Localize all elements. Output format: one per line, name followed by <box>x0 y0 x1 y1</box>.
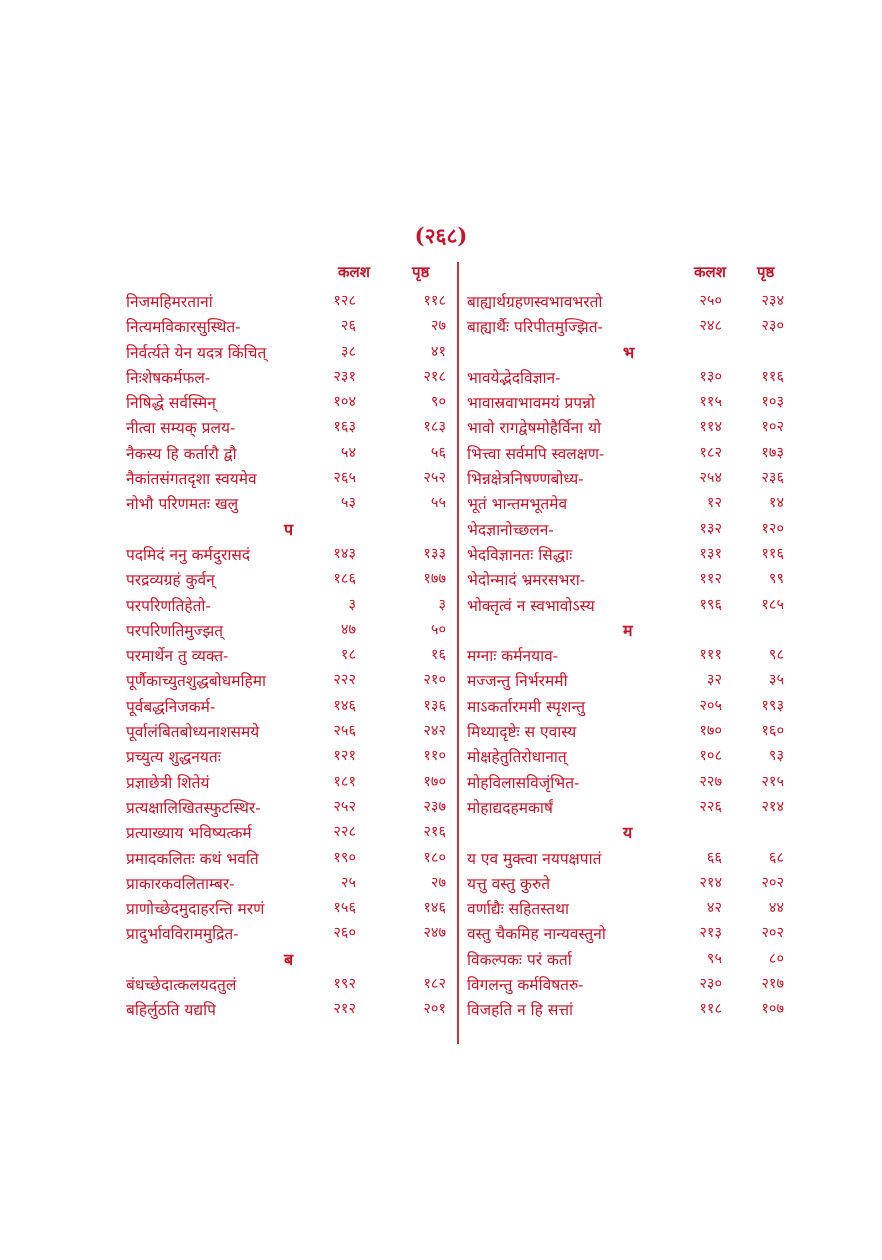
entry-page: ९० <box>430 394 446 411</box>
entry-kalash: ४२ <box>706 900 722 917</box>
entry-kalash: २१३ <box>699 925 722 942</box>
entry-verse: निर्वर्त्यते येन यदत्र किंचित् <box>126 343 267 362</box>
index-column-left <box>126 262 466 1022</box>
entry-kalash: १०४ <box>333 394 356 411</box>
entry-verse: नोभौ परिणमतः खलु <box>126 495 239 514</box>
entry-verse: प्रत्यक्षालिखितस्फुटस्थिर- <box>126 798 261 817</box>
entry-kalash: १८६ <box>333 571 356 588</box>
entry-kalash: २२२ <box>333 672 356 689</box>
index-entry <box>467 743 787 768</box>
index-entry <box>126 667 466 692</box>
index-entry <box>467 541 787 566</box>
entry-verse: निःशेषकर्मफल- <box>126 368 211 387</box>
entry-kalash: २२६ <box>699 798 722 815</box>
entry-page: ११० <box>423 748 446 765</box>
entry-page: १३३ <box>423 545 446 562</box>
entry-verse: भिन्नक्षेत्रनिषण्णबोध्य- <box>467 470 584 489</box>
entry-verse: भेदविज्ञानतः सिद्धाः <box>467 545 573 564</box>
entry-verse: मिथ्यादृष्टेः स एवास्य <box>467 723 577 742</box>
entry-page: ११६ <box>761 368 784 385</box>
entry-kalash: २३१ <box>333 368 356 385</box>
entry-kalash: ५३ <box>340 495 356 512</box>
index-entry <box>467 794 787 819</box>
entry-verse: बंधच्छेदात्कलयदतुलं <box>126 976 237 995</box>
entry-verse: पूर्णैकाच्युतशुद्धबोधमहिमा <box>126 672 267 691</box>
index-entry <box>467 389 787 414</box>
index-entry <box>126 414 466 439</box>
entry-kalash: ११२ <box>699 571 722 588</box>
entry-kalash: २०५ <box>699 697 722 714</box>
entry-verse: परमार्थेन तु व्यक्त- <box>126 647 229 666</box>
entry-page: १७० <box>423 773 446 790</box>
entry-kalash: १८ <box>340 647 356 664</box>
index-entry <box>467 288 787 313</box>
entry-page: १०३ <box>761 394 784 411</box>
entry-kalash: २४८ <box>699 318 722 335</box>
index-entry <box>467 440 787 465</box>
entry-verse: बहिर्लुठति यद्यपि <box>126 1001 216 1020</box>
entry-verse: विगलन्तु कर्मविषतरु- <box>467 976 584 995</box>
kalash-header: कलश <box>338 263 370 281</box>
entry-page: २१५ <box>761 773 784 790</box>
entry-verse: मज्जन्तु निर्भरममी <box>467 672 568 691</box>
entry-kalash: ११८ <box>699 1001 722 1018</box>
section-letter-text: प <box>284 519 294 539</box>
entry-verse: परपरिणतिहेतो- <box>126 596 211 615</box>
entry-verse: प्रत्याख्याय भविष्यत्कर्म <box>126 824 252 843</box>
entry-page: १४६ <box>423 900 446 917</box>
entry-page: १८२ <box>423 976 446 993</box>
entry-kalash: १२ <box>706 495 722 512</box>
index-entry <box>126 870 466 895</box>
index-entry <box>126 895 466 920</box>
entry-page: २३६ <box>761 470 784 487</box>
entry-verse: विकल्पकः परं कर्ता <box>467 950 572 969</box>
entry-page: २३४ <box>761 293 784 309</box>
entry-verse: निषिद्धे सर्वस्मिन् <box>126 394 216 413</box>
index-entry <box>467 845 787 870</box>
index-entry <box>467 769 787 794</box>
entry-page: २१४ <box>761 798 784 815</box>
entry-page: ५५ <box>430 495 446 512</box>
entry-kalash: १९६ <box>699 596 722 613</box>
entry-kalash: २६ <box>340 318 356 335</box>
index-entry <box>126 440 466 465</box>
index-entry <box>126 288 466 313</box>
entry-page: १०७ <box>761 1001 784 1018</box>
entry-verse: भेदोन्मादं भ्रमरसभरा- <box>467 571 585 590</box>
entry-page: ५० <box>430 621 446 638</box>
entry-page: १७३ <box>761 444 784 461</box>
index-entry <box>126 490 466 515</box>
entry-page: ४१ <box>430 343 446 360</box>
section-letter-text: ब <box>284 949 294 969</box>
index-entry <box>467 313 787 338</box>
entry-page: २७ <box>430 874 446 891</box>
index-entry <box>126 566 466 591</box>
index-entry <box>467 465 787 490</box>
entry-kalash: ३ <box>348 596 356 613</box>
entry-verse: मोहाद्यदहमकार्षं <box>467 798 553 817</box>
entry-page: २३० <box>761 318 784 335</box>
entry-page: १३६ <box>423 697 446 714</box>
entry-verse: पदमिदं ननु कर्मदुरासदं <box>126 545 251 564</box>
entry-kalash: २२७ <box>699 773 722 790</box>
index-entry <box>126 794 466 819</box>
section-letter <box>467 339 787 364</box>
entry-page: १६० <box>761 723 784 740</box>
section-letter-text: भ <box>623 342 635 362</box>
section-letter <box>126 516 466 541</box>
entry-verse: भेदज्ञानोच्छलन- <box>467 520 554 539</box>
entry-kalash: १२१ <box>333 748 356 765</box>
entry-kalash: २३० <box>699 976 722 993</box>
entry-kalash: १०८ <box>699 748 722 765</box>
entry-page: १८० <box>423 849 446 866</box>
entry-kalash: २१२ <box>333 1001 356 1018</box>
index-entry <box>126 617 466 642</box>
entry-kalash: १६३ <box>333 419 356 436</box>
index-entry <box>126 996 466 1021</box>
entry-kalash: १९० <box>333 849 356 866</box>
entry-page: २३७ <box>423 798 446 815</box>
index-entry <box>467 642 787 667</box>
entry-verse: भोक्तृत्वं न स्वभावोऽस्य <box>467 596 595 615</box>
entry-verse: परद्रव्यग्रहं कुर्वन् <box>126 571 215 590</box>
entry-verse: नैकस्य हि कर्तारौ द्वौ <box>126 444 237 463</box>
entry-verse: वर्णाद्यैः सहितस्तथा <box>467 900 570 919</box>
entry-page: २७ <box>430 318 446 335</box>
entry-page: २१८ <box>423 368 446 385</box>
index-entry <box>467 592 787 617</box>
entry-page: १७७ <box>423 571 446 588</box>
index-entry <box>467 490 787 515</box>
kalash-header: कलश <box>694 263 726 281</box>
index-column-right <box>467 262 787 1022</box>
entry-page: ३ <box>438 596 446 613</box>
entry-verse: प्रमादकलितः कथं भवति <box>126 849 259 868</box>
column-header <box>467 262 787 288</box>
index-entry <box>467 693 787 718</box>
entry-kalash: १३१ <box>699 545 722 562</box>
entry-verse: वस्तु चैकमिह नान्यवस्तुनो <box>467 925 606 944</box>
entry-page: २०१ <box>423 1001 446 1018</box>
index-entry <box>126 971 466 996</box>
entry-page: ३५ <box>768 672 784 689</box>
entry-kalash: २५ <box>340 874 356 891</box>
entry-page: १८५ <box>761 596 784 613</box>
entry-kalash: २५२ <box>333 798 356 815</box>
index-entry <box>467 920 787 945</box>
entry-verse: भावास्रवाभावमयं प्रपन्नो <box>467 394 595 413</box>
entry-verse: पूर्वालंबितबोध्यनाशसमये <box>126 723 260 742</box>
index-entry <box>126 364 466 389</box>
index-entry <box>126 465 466 490</box>
index-entry <box>467 364 787 389</box>
index-entry <box>467 414 787 439</box>
index-entry <box>467 870 787 895</box>
entry-verse: बाह्यार्थैः परिपीतमुज्झित- <box>467 318 603 337</box>
index-entry <box>126 769 466 794</box>
entry-kalash: २५४ <box>699 470 722 487</box>
entry-page: ४४ <box>768 900 784 917</box>
entry-page: १०२ <box>761 419 784 436</box>
entry-verse: मग्नाः कर्मनयाव- <box>467 647 558 666</box>
index-entry <box>467 516 787 541</box>
column-divider <box>457 262 459 1044</box>
index-entry <box>126 389 466 414</box>
entry-kalash: १३२ <box>699 520 722 537</box>
page-header: पृष्ठ <box>757 263 775 281</box>
section-letter-text: य <box>623 823 633 843</box>
entry-kalash: १११ <box>699 647 722 664</box>
index-entry <box>126 642 466 667</box>
entry-kalash: ३८ <box>340 343 356 360</box>
entry-kalash: १५६ <box>333 900 356 917</box>
entry-page: ११८ <box>423 293 446 309</box>
page-header: पृष्ठ <box>412 263 430 281</box>
index-entry <box>467 895 787 920</box>
index-entry <box>126 339 466 364</box>
index-entry <box>126 920 466 945</box>
index-entry <box>126 743 466 768</box>
entry-kalash: १४६ <box>333 697 356 714</box>
entry-page: १८३ <box>423 419 446 436</box>
entry-kalash: २५६ <box>333 723 356 740</box>
index-entry <box>467 667 787 692</box>
entry-kalash: १८१ <box>333 773 356 790</box>
entry-page: १४ <box>768 495 784 512</box>
entry-kalash: २२८ <box>333 824 356 841</box>
index-entry <box>126 845 466 870</box>
entry-kalash: २६० <box>333 925 356 942</box>
section-letter <box>467 819 787 844</box>
entry-verse: निजमहिमरतानां <box>126 293 213 311</box>
entry-verse: भित्त्वा सर्वमपि स्वलक्षण- <box>467 444 605 463</box>
entry-verse: प्राकारकवलिताम्बर- <box>126 874 235 893</box>
index-entry <box>467 718 787 743</box>
entry-page: २४७ <box>423 925 446 942</box>
entry-page: २४२ <box>423 723 446 740</box>
index-entry <box>126 819 466 844</box>
entry-page: ११६ <box>761 545 784 562</box>
entry-page: २०२ <box>761 925 784 942</box>
index-entry <box>126 718 466 743</box>
entry-verse: यत्तु वस्तु कुरुते <box>467 874 551 893</box>
entry-page: ९९ <box>768 571 784 588</box>
entry-kalash: १४३ <box>333 545 356 562</box>
entry-verse: प्रच्युत्य शुद्धनयतः <box>126 748 221 767</box>
entry-page: १२० <box>761 520 784 537</box>
entry-kalash: १९२ <box>333 976 356 993</box>
entry-page: ९८ <box>768 647 784 664</box>
entry-page: २१० <box>423 672 446 689</box>
entry-kalash: २५० <box>699 293 722 309</box>
entry-verse: भावो रागद्वेषमोहैर्विना यो <box>467 419 602 438</box>
section-letter <box>467 617 787 642</box>
entry-kalash: ११४ <box>699 419 722 436</box>
entry-verse: नित्यमविकारसुस्थित- <box>126 318 241 337</box>
entry-verse: विजहति न हि सत्तां <box>467 1001 574 1020</box>
entry-kalash: २६५ <box>333 470 356 487</box>
index-entry <box>126 313 466 338</box>
index-entry <box>467 996 787 1021</box>
entry-verse: नीत्वा सम्यक् प्रलय- <box>126 419 236 438</box>
entry-page: ६८ <box>768 849 784 866</box>
page-number: (२६८) <box>414 223 468 248</box>
entry-kalash: १२८ <box>333 293 356 309</box>
entry-kalash: ३२ <box>706 672 722 689</box>
entry-verse: मोहविलासविजृंभित- <box>467 773 580 792</box>
entry-kalash: ४७ <box>340 621 356 638</box>
entry-kalash: १७० <box>699 723 722 740</box>
entry-kalash: १८२ <box>699 444 722 461</box>
entry-verse: प्रादुर्भावविराममुद्रित- <box>126 925 239 944</box>
entry-page: २५२ <box>423 470 446 487</box>
entry-page: ९३ <box>768 748 784 765</box>
entry-verse: मोक्षहेतुतिरोधानात् <box>467 748 567 767</box>
entry-kalash: ६६ <box>706 849 722 866</box>
entry-kalash: २१४ <box>699 874 722 891</box>
entry-verse: नैकांतसंगतदृशा स्वयमेव <box>126 470 257 489</box>
section-letter-text: म <box>623 620 633 640</box>
entry-page: २१७ <box>761 976 784 993</box>
index-entry <box>126 693 466 718</box>
entry-page: ८० <box>768 950 784 967</box>
entry-page: २०२ <box>761 874 784 891</box>
entry-page: ५६ <box>430 444 446 461</box>
section-letter <box>126 946 466 971</box>
entry-kalash: ५४ <box>340 444 356 461</box>
index-entry <box>126 592 466 617</box>
entry-kalash: ११५ <box>699 394 722 411</box>
index-entry <box>467 971 787 996</box>
entry-page: २१६ <box>423 824 446 841</box>
entry-kalash: ९५ <box>706 950 722 967</box>
entry-page: १६ <box>430 647 446 664</box>
entry-verse: प्राणोच्छेदमुदाहरन्ति मरणं <box>126 900 265 919</box>
entry-verse: भावयेद्भेदविज्ञान- <box>467 368 561 387</box>
index-entry <box>467 566 787 591</box>
entry-verse: माऽकर्तारममी स्पृशन्तु <box>467 697 586 716</box>
entry-verse: य एव मुक्त्वा नयपक्षपातं <box>467 849 602 868</box>
entry-kalash: १३० <box>699 368 722 385</box>
column-header <box>126 262 466 288</box>
entry-verse: प्रज्ञाछेत्री शितेयं <box>126 773 210 792</box>
entry-verse: पूर्वबद्धनिजकर्म- <box>126 697 216 716</box>
index-entry <box>126 541 466 566</box>
entry-page: १९३ <box>761 697 784 714</box>
index-entry <box>467 946 787 971</box>
entry-verse: परपरिणतिमुज्झत् <box>126 621 224 640</box>
entry-verse: बाह्यार्थग्रहणस्वभावभरतो <box>467 293 603 311</box>
entry-verse: भूतं भान्तमभूतमेव <box>467 495 568 514</box>
